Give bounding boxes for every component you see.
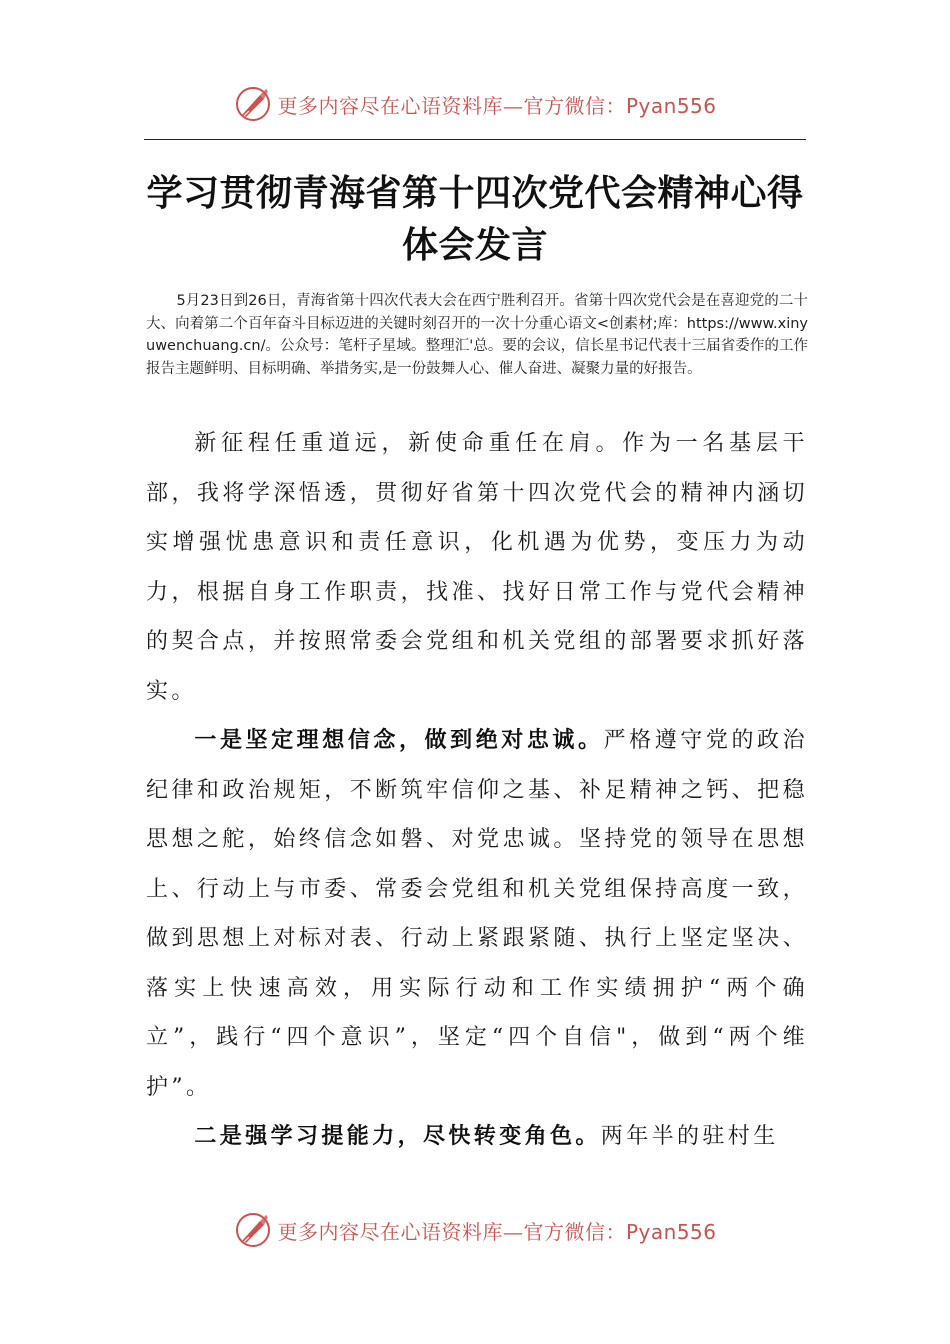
body-paragraph-3 xyxy=(146,1112,808,1162)
paragraph-2-text: 严格遵守党的政治纪律和政治规矩，不断筑牢信仰之基、补足精神之钙、把稳思想之舵，始终信念如磐、对党忠诚。坚持党的领导在思想上、行动上与市委、常委会党组和机关党组保持高度一致，做到思想上对标对表、行动上紧跟紧随、执行上坚定坚决、落实上快速高效，用实际行动和工作实绩拥护“两个确立”，践行“四个意识”，坚定“四个自信"，做到“两个维护”。 xyxy=(146,728,808,1100)
pen-nib-logo-icon xyxy=(233,1210,273,1250)
body-paragraph-1 xyxy=(146,419,808,716)
body-paragraph-2 xyxy=(146,716,808,1112)
paragraph-3-lead: 二是强学习提能力，尽快转变角色。 xyxy=(194,1123,601,1149)
pen-nib-logo-icon xyxy=(233,84,273,124)
footer-watermark-banner xyxy=(0,1206,950,1254)
watermark-site-name: 更多内容尽在心语资料库 xyxy=(277,93,503,118)
watermark-separator: — xyxy=(502,93,524,118)
document-body xyxy=(146,419,808,1162)
paragraph-2-lead: 一是坚定理想信念，做到绝对忠诚。 xyxy=(194,727,604,753)
document-intro: 5月23日到26日，青海省第十四次代表大会在西宁胜利召开。省第十四次党代会是在喜迎党的二十大、向着第二个百年奋斗目标迈进的关键时刻召开的一次十分重心语文<创素材;库：https://www.xinyuwenchuang.cn/。公众号：笔杆子星域。整理汇'总。要的会议，信长星书记代表十三届省委作的工作报告主题鲜明、目标明确、举措务实,是一份鼓舞人心、催人奋进、凝聚力量的好报告。 xyxy=(146,293,808,377)
footer-watermark-site-name: 更多内容尽在心语资料库 xyxy=(277,1219,503,1244)
footer-watermark-wechat-id: Pyan556 xyxy=(625,1219,717,1244)
header-watermark-banner xyxy=(0,80,950,128)
watermark-wechat-id: Pyan556 xyxy=(625,93,717,118)
watermark-text xyxy=(277,90,716,119)
header-divider xyxy=(144,139,806,140)
footer-watermark-wechat-label: 官方微信： xyxy=(523,1219,626,1244)
footer-watermark-separator: — xyxy=(502,1219,524,1244)
footer-watermark-text xyxy=(277,1216,716,1245)
paragraph-1-text: 新征程任重道远，新使命重任在肩。作为一名基层干部，我将学深悟透，贯彻好省第十四次党代会的精神内涵切实增强忧患意识和责任意识，化机遇为优势，变压力为动力，根据自身工作职责，找准、找好日常工作与党代会精神的契合点，并按照常委会党组和机关党组的部署要求抓好落实。 xyxy=(146,431,808,704)
document-title: 学习贯彻青海省第十四次党代会精神心得体会发言 xyxy=(146,172,804,266)
watermark-wechat-label: 官方微信： xyxy=(523,93,626,118)
paragraph-3-text: 两年半的驻村生 xyxy=(600,1124,779,1149)
